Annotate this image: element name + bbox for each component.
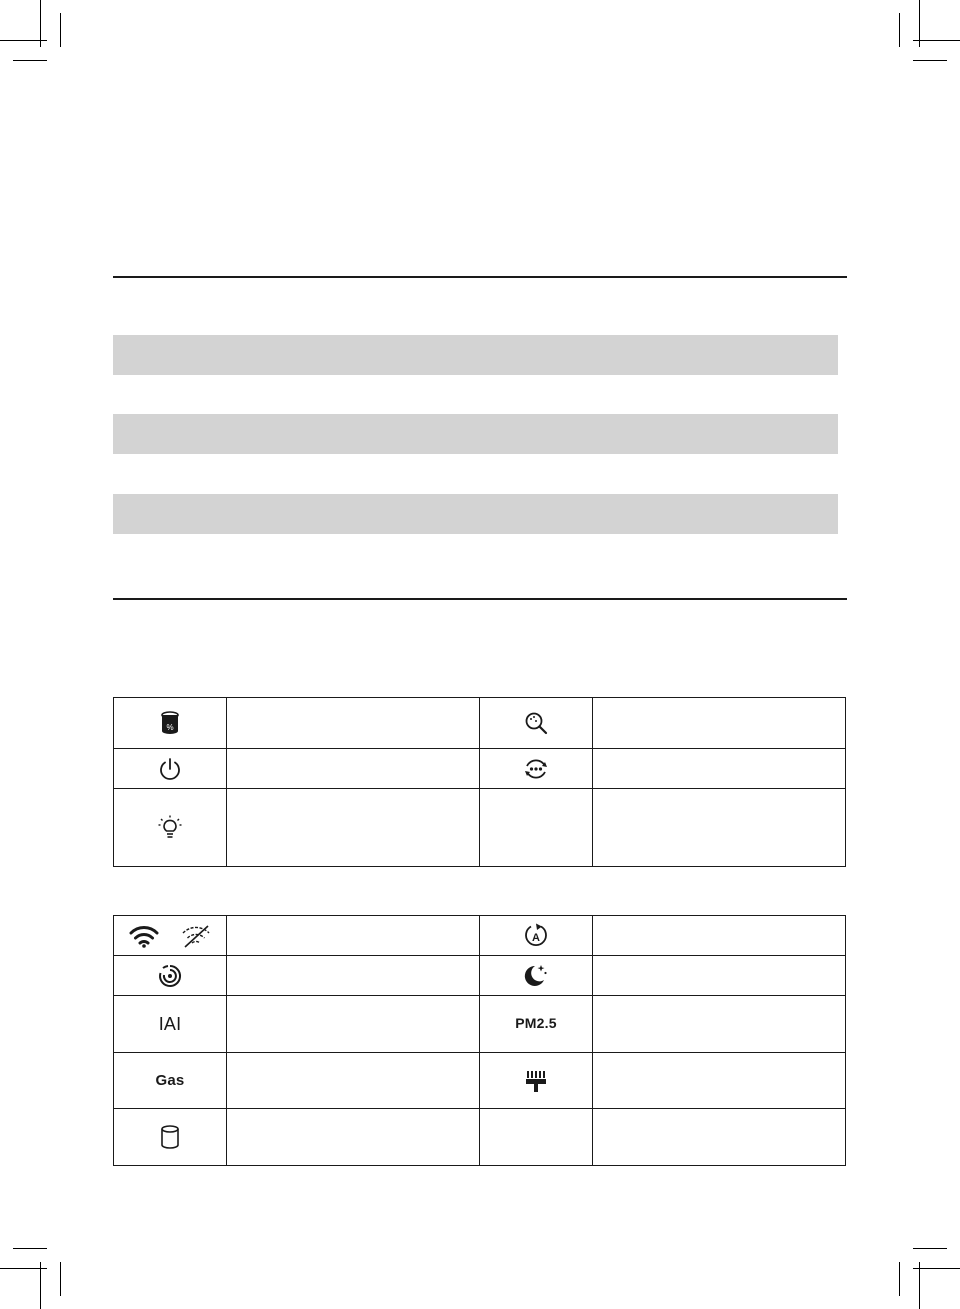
icon-table-2 — [113, 915, 846, 1166]
crop-mark-top-left-h2 — [13, 60, 47, 61]
auto-mode-icon — [523, 923, 549, 949]
icon-cell — [480, 996, 593, 1053]
svg-text:%: % — [166, 723, 174, 732]
turbo-icon — [157, 963, 183, 989]
table-row — [114, 1053, 846, 1109]
description-cell — [593, 996, 846, 1053]
icon-cell-empty — [480, 1109, 593, 1166]
description-cell — [227, 956, 480, 996]
crop-mark-bottom-right-v — [919, 1262, 920, 1309]
crop-mark-bottom-left-h — [0, 1268, 47, 1269]
crop-mark-bottom-left-h2 — [13, 1248, 47, 1249]
table-row — [114, 749, 846, 789]
table-row — [114, 956, 846, 996]
section-rule-bottom — [113, 598, 847, 600]
filter-brush-icon — [523, 1068, 549, 1094]
table-row — [114, 789, 846, 867]
crop-mark-bottom-left-v — [40, 1262, 41, 1309]
icon-cell — [114, 749, 227, 789]
icon-cell — [480, 916, 593, 956]
allergen-index-icon: IAI — [158, 1013, 182, 1034]
icon-cell — [114, 916, 227, 956]
icon-cell — [114, 996, 227, 1053]
table-row — [114, 1109, 846, 1166]
description-cell — [227, 996, 480, 1053]
power-icon — [158, 757, 182, 781]
light-icon — [158, 815, 182, 841]
wifi-disconnected-icon — [181, 924, 211, 948]
shaded-band-1 — [113, 335, 838, 375]
wifi-connected-icon — [129, 924, 159, 948]
description-cell — [227, 1053, 480, 1109]
crop-mark-bottom-left-v2 — [60, 1262, 61, 1296]
icon-cell — [480, 1053, 593, 1109]
filter-icon — [160, 1125, 180, 1149]
crop-mark-top-left-v2 — [60, 13, 61, 47]
description-cell — [593, 956, 846, 996]
icon-cell — [114, 1053, 227, 1109]
icon-table-1 — [113, 697, 846, 867]
description-cell — [227, 749, 480, 789]
shaded-band-3 — [113, 494, 838, 534]
crop-mark-top-right-h2 — [913, 60, 947, 61]
svg-text:A: A — [532, 931, 540, 944]
sleep-icon — [523, 963, 549, 989]
description-cell — [593, 1109, 846, 1166]
filter-replace-icon — [160, 711, 180, 735]
description-cell — [227, 1109, 480, 1166]
gas-icon: Gas — [155, 1071, 185, 1089]
icon-cell — [114, 1109, 227, 1166]
crop-mark-top-right-v2 — [899, 13, 900, 47]
icon-cell — [480, 749, 593, 789]
description-cell — [593, 789, 846, 867]
crop-mark-bottom-right-h2 — [913, 1248, 947, 1249]
icon-cell — [114, 698, 227, 749]
crop-mark-bottom-right-v2 — [899, 1262, 900, 1296]
crop-mark-bottom-right-h — [913, 1268, 960, 1269]
crop-mark-top-right-h — [913, 40, 960, 41]
description-cell — [593, 698, 846, 749]
crop-mark-top-left-h — [0, 40, 47, 41]
icon-cell — [480, 956, 593, 996]
wifi-pairing-icon — [523, 757, 549, 781]
description-cell — [227, 916, 480, 956]
description-cell — [593, 749, 846, 789]
description-cell — [227, 698, 480, 749]
table-row — [114, 996, 846, 1053]
table-row — [114, 916, 846, 956]
icon-cell-empty — [480, 789, 593, 867]
shaded-band-2 — [113, 414, 838, 454]
description-cell — [593, 916, 846, 956]
filter-check-icon — [524, 711, 548, 735]
icon-cell — [114, 956, 227, 996]
description-cell — [227, 789, 480, 867]
section-rule-top — [113, 276, 847, 278]
table-row — [114, 698, 846, 749]
icon-cell — [480, 698, 593, 749]
description-cell — [593, 1053, 846, 1109]
pm25-icon: PM2.5 — [515, 1015, 557, 1031]
icon-cell — [114, 789, 227, 867]
